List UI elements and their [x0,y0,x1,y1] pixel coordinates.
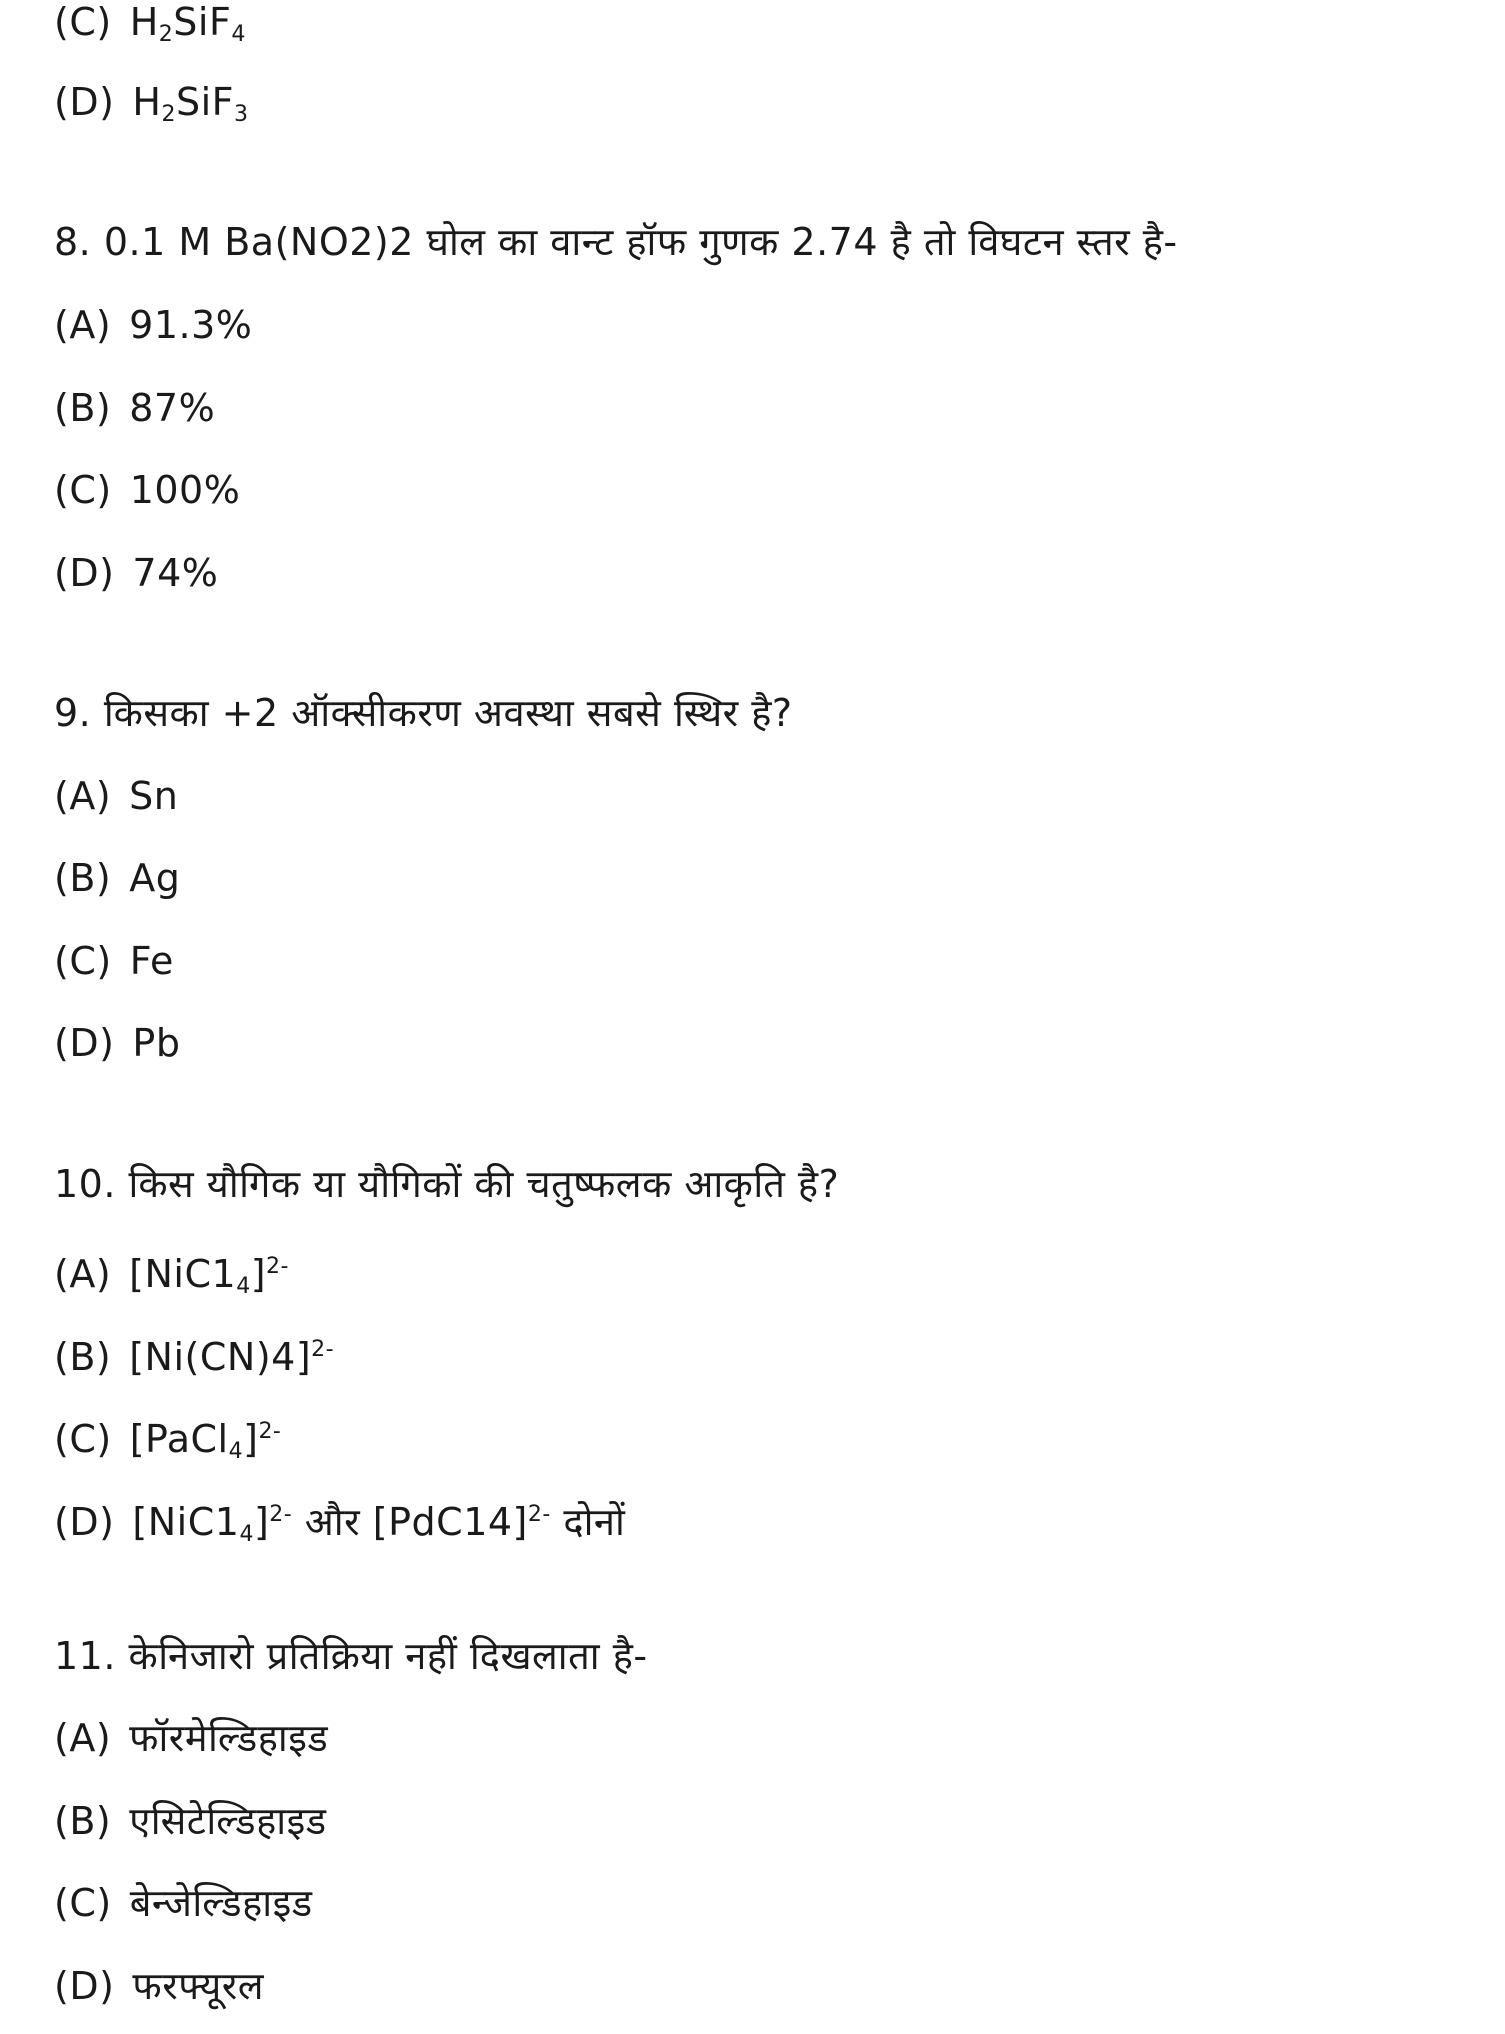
option-label: (B) [54,1799,112,1843]
q8-option-b [54,378,215,438]
q8-option-c [54,460,240,520]
option-label: (C) [54,1881,112,1925]
q8-question: 8. 0.1 M Ba(NO2)2 घोल का वान्ट हॉफ गुणक 2.74 है तो विघटन स्तर है- [54,220,1178,264]
option-text: $H_2SiF_4$ [129,0,246,47]
q10-option-d [54,1485,625,1565]
option-text: Ag [129,856,181,900]
option-label: (B) [54,856,112,900]
option-label: (A) [54,303,112,347]
option-text: फरफ्यूरल [132,1964,265,2008]
q10-question: 10. किस यौगिक या यौगिकों की चतुष्फलक आकृति है? [54,1162,840,1206]
q9-option-a [54,766,178,826]
option-text: $[NiC1_4]^{2-}$ [129,1252,289,1299]
q11-option-b [54,1791,327,1851]
option-label: (A) [54,1716,112,1760]
option-text: फॉरमेल्डिहाइड [129,1716,329,1760]
option-text: बेन्जेल्डिहाइड [129,1881,313,1925]
q11-option-c [54,1873,313,1933]
option-label: (B) [54,386,112,430]
q11-question: 11. केनिजारो प्रतिक्रिया नहीं दिखलाता है- [54,1634,648,1678]
option-label: (D) [54,80,115,124]
option-text: Fe [129,939,174,983]
option-label: (D) [54,551,115,595]
q9-option-b [54,848,180,908]
option-label: (C) [54,939,112,983]
option-text: $[NiC1_4]^{2-}$ और $[PdC14]^{2-}$ दोनों [132,1500,626,1547]
q10-option-a [54,1237,289,1317]
option-label: (A) [54,774,112,818]
q7-option-d [54,72,249,145]
option-text: 87% [129,386,216,430]
option-text: 100% [129,468,241,512]
option-label: (D) [54,1500,115,1544]
q8-option-d [54,543,218,603]
q10-option-b [54,1320,334,1387]
option-label: (C) [54,468,112,512]
option-label: (A) [54,1252,112,1296]
option-text: एसिटेल्डिहाइड [129,1799,327,1843]
q9-option-d [54,1013,180,1073]
option-text: 91.3% [129,303,253,347]
q9-option-c [54,931,174,991]
q11-option-a [54,1708,328,1768]
option-label: (D) [54,1964,115,2008]
option-text: Pb [132,1021,181,1065]
q8-option-a [54,295,252,355]
option-label: (B) [54,1335,112,1379]
q9-question: 9. किसका +2 ऑक्सीकरण अवस्था सबसे स्थिर है? [54,691,793,735]
option-text: Sn [129,774,179,818]
option-label: (C) [54,1417,112,1461]
option-text: 74% [132,551,219,595]
option-label: (C) [54,0,112,44]
q11-option-d [54,1956,264,2016]
q10-option-c [54,1402,281,1482]
q7-option-c [54,0,246,65]
option-text: [PaCl$_4$]$^{2-}$ [129,1417,282,1464]
option-text: $[Ni(CN)4]^{2-}$ [129,1335,335,1379]
option-label: (D) [54,1021,115,1065]
option-text: $H_2SiF_3$ [132,80,249,127]
